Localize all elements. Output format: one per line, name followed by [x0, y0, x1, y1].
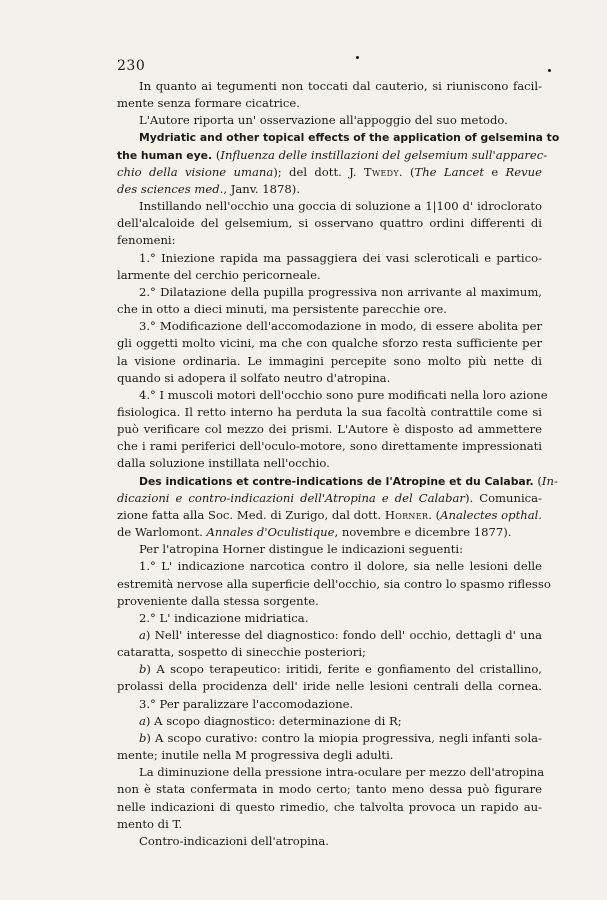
text-line: non è stata confermata in modo certo; tanto meno dessa può figurare [117, 782, 542, 797]
text-line: 4.° I muscoli motori dell'occhio sono pure modificati nella loro azione [139, 387, 548, 402]
italic-text: chio della visione umana [117, 164, 274, 179]
text-line: gli oggetti molto vicini, ma che con qualche sforzo resta sufficiente per [117, 336, 542, 351]
author-name: Horner [384, 507, 429, 522]
text-run: ). Comunica- [464, 490, 543, 505]
page-number: 230 [117, 58, 146, 74]
text-line: 1.° Iniezione rapida ma passaggiera dei vasi scleroticali e partico- [139, 250, 542, 265]
text-run: de Warlomont. [117, 525, 207, 540]
italic-text: Influenza delle instillazioni del gelsemium sull'apparec- [220, 147, 548, 162]
text-line [117, 164, 542, 181]
text-run: . ( [428, 507, 441, 522]
body-text [117, 78, 560, 850]
text-line: mento di T. [117, 816, 183, 831]
text-run: e [483, 164, 506, 179]
italic-text: des sciences med. [117, 181, 224, 196]
italic-text: dicazioni e contro-indicazioni dell'Atropina e del Calabar [117, 490, 465, 505]
text-line [117, 730, 542, 747]
text-run: ( [537, 473, 542, 488]
author-name: Twedy [363, 164, 399, 179]
text-line: La diminuzione della pressione intra-oculare per mezzo dell'atropina [139, 765, 545, 780]
text-line [117, 713, 542, 730]
italic-text: b [139, 730, 147, 745]
text-line: prolassi della procidenza dell' iride nelle lesioni centrali della cornea. [117, 679, 542, 694]
text-line [117, 473, 558, 490]
text-run: , novembre e dicembre 1877). [334, 525, 512, 540]
text-line: mente; inutile nella M progressiva degli adulti. [117, 748, 394, 763]
text-run: ( [215, 147, 221, 162]
text-run: ) A scopo terapeutico: iritidi, ferite e gonfiamento del cristallino, [146, 662, 542, 677]
text-line: In quanto ai tegumenti non toccati dal cauterio, si riuniscono facil- [139, 79, 542, 93]
text-line: mente senza formare cicatrice. [117, 96, 300, 111]
text-line: estremità nervose alla superficie dell'occhio, sia contro lo spasmo riflesso [117, 576, 551, 591]
text-line: dalla soluzione instillata nell'occhio. [117, 456, 330, 471]
text-run: ) A scopo curativo: contro la miopia progressiva, negli infanti sola- [146, 730, 542, 745]
text-line: cataratta, sospetto di sinecchie posteriori; [117, 645, 366, 660]
text-line: fenomeni: [117, 233, 176, 248]
section-heading-text: Des indications et contre-indications de l'Atropine et du Calabar. [139, 474, 538, 488]
text-line [117, 129, 560, 146]
italic-text: a [139, 713, 146, 728]
text-line: che in otto a dieci minuti, ma persistente parecchie ore. [117, 302, 447, 317]
section-heading-text: the human eye. [117, 148, 216, 162]
text-run: , Janv. 1878). [223, 181, 301, 196]
ink-speck [548, 69, 551, 72]
text-line: 1.° L' indicazione narcotica contro il dolore, sia nelle lesioni delle [139, 559, 542, 574]
text-line: 2.° Dilatazione della pupilla progressiva non arrivante al maximum, [139, 284, 542, 299]
text-line: 2.° L' indicazione midriatica. [139, 610, 309, 625]
text-line: proveniente dalla stessa sorgente. [117, 593, 319, 608]
text-line: dell'alcaloide del gelsemium, si osservano quattro ordini differenti di [117, 216, 542, 231]
text-line [117, 147, 548, 164]
section-heading-text: Mydriatic and other topical effects of the application of gelsemina to [139, 131, 560, 145]
italic-text: Revue [505, 164, 543, 179]
text-line: Instillando nell'occhio una goccia di soluzione a 1|100 d' idroclorato [139, 199, 542, 214]
text-line: Per l'atropina Horner distingue le indicazioni seguenti: [139, 542, 464, 557]
text-line [117, 181, 542, 198]
text-run: zione fatta alla Soc. Med. di Zurigo, dal dott. [117, 507, 385, 522]
text-line: quando si adopera il solfato neutro d'atropina. [117, 370, 391, 385]
text-line: 3.° Modificazione dell'accomodazione in modo, di essere abolita per [139, 319, 542, 334]
text-line [117, 661, 542, 678]
text-line [117, 627, 542, 644]
italic-text: The Lancet [414, 164, 484, 179]
ink-speck [356, 56, 359, 59]
text-run: ) A scopo diagnostico: determinazione di R; [145, 713, 402, 728]
text-line: larmente del cerchio pericorneale. [117, 267, 321, 282]
text-line [117, 490, 542, 507]
italic-text: In- [541, 473, 558, 488]
text-line: L'Autore riporta un' osservazione all'appoggio del suo metodo. [139, 113, 508, 128]
text-run: ) Nell' interesse del diagnostico: fondo dell' occhio, dettagli d' una [145, 628, 542, 642]
text-line [117, 524, 542, 541]
italic-text: b [139, 662, 147, 677]
text-line: può verificare col mezzo dei prismi. L'Autore è disposto ad ammettere [117, 422, 542, 437]
italic-text: Analectes opthal. [440, 507, 542, 522]
italic-text: Annales d'Oculistique [206, 525, 335, 540]
text-run: . ( [398, 164, 415, 179]
text-line: 3.° Per paralizzare l'accomodazione. [139, 696, 354, 711]
text-line [117, 507, 542, 524]
italic-text: a [139, 628, 146, 642]
text-run: ); del dott. J. [273, 164, 364, 179]
text-line: nelle indicazioni di questo rimedio, che talvolta provoca un rapido au- [117, 799, 542, 814]
text-line: che i rami periferici dell'oculo-motore, sono direttamente impressionati [117, 439, 542, 454]
text-line: la visione ordinaria. Le immagini percepite sono molto più nette di [117, 353, 542, 368]
text-line: fisiologica. Il retto interno ha perduta la sua facoltà contrattile come si [117, 404, 542, 419]
text-line: Contro-indicazioni dell'atropina. [139, 833, 329, 848]
